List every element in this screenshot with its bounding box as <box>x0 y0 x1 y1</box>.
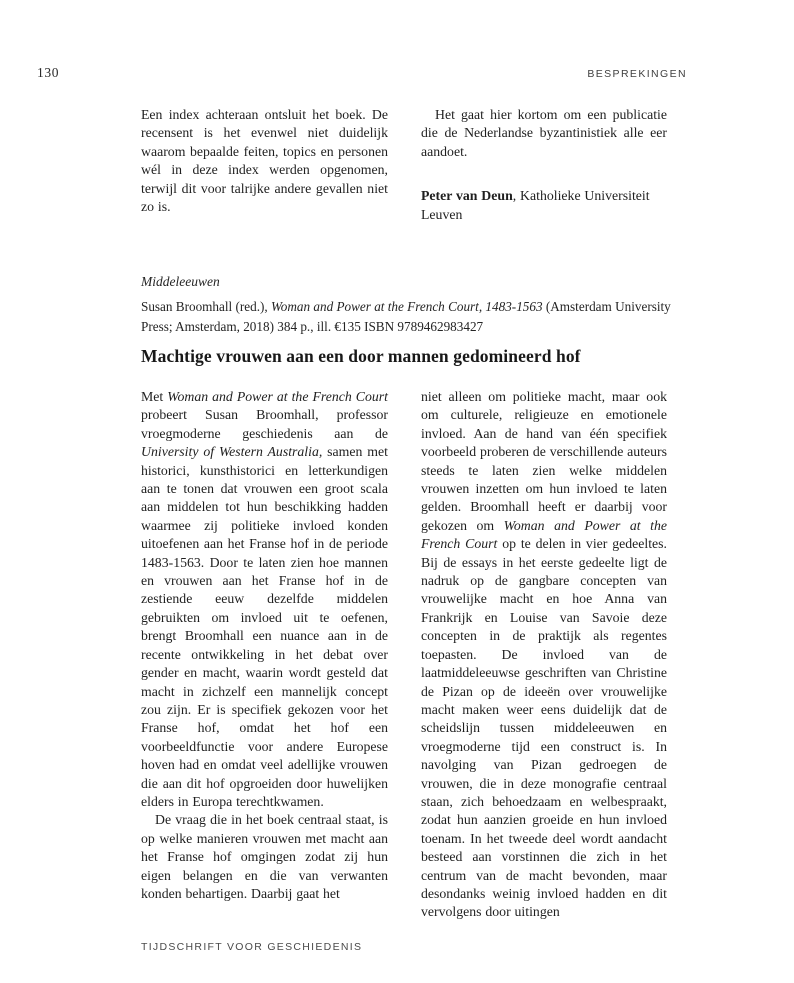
italic-text-run: University of Western Australia, <box>141 444 323 460</box>
text-run: (Amsterdam University Press; Amsterdam, 2018) 384 p., ill. €135 ISBN 9789462983427 <box>141 299 671 334</box>
reviewer-signature <box>421 187 667 224</box>
review-title: Machtige vrouwen aan een door mannen gedomineerd hof <box>141 346 581 366</box>
section-label-middeleeuwen: Middeleeuwen <box>141 274 220 289</box>
text-run: niet alleen om politieke macht, maar ook om culturele, religieuze en emotionele invloed. Aan de hand van één specifiek voorbeeld proberen de verschillende auteurs steeds te laten zien welke middelen vrouwen inzetten om hun invloed te laten gelden. Broomhall heeft er daarbij voor gekozen om <box>421 389 668 533</box>
text-run: samen met historici, kunsthistorici en letterkundigen aan te tonen dat vrouwen een groot scala aan middelen tot hun beschikking hadden waarmee zij politieke invloed konden uitoefenen aan het Franse hof in de periode 1483-1563. Door te laten zien hoe mannen en vrouwen aan het Franse hof in de zestiende eeuw dezelfde middelen gebruikten om invloed uit te oefenen, brengt Broomhall een nuance aan in de recente ontwikkeling in het debat over gender en macht, waarin wordt gesteld dat macht in zichzelf een mannelijk concept zou zijn. Er is specifiek gekozen voor het Franse hof, omdat het hof een voorbeeldfunctie voor andere Europese hoven had en omdat veel adellijke vrouwen die aan dit hof opgroeiden door huwelijken elders in Europa terechtkwamen. <box>141 444 388 809</box>
running-head-section: BESPREKINGEN <box>587 68 687 80</box>
text-run: De vraag die in het boek centraal staat, is op welke manieren vrouwen met macht aan het Franse hof omgingen zodat zij hun eigen belangen en die van verwanten konden behartigen. Daarbij gaat het <box>141 812 388 901</box>
page-number: 130 <box>37 65 60 80</box>
text-run: probeert Susan Broomhall, professor vroegmoderne geschiedenis aan de <box>141 407 388 441</box>
text-run: op te delen in vier gedeeltes. Bij de essays in het eerste gedeelte ligt de nadruk op de gangbare concepten van vrouwelijke macht en hoe Anna van Frankrijk en Louise van Savoie deze concepten in de praktijk als regentes toepasten. De invloed van de laatmiddeleeuwse geschriften van Christine de Pizan op de ideeën over vrouwelijke macht maken weer eens duidelijk dat de scheidslijn tussen middeleeuwen en vroegmoderne tijd een construct is. In navolging van Pizan gedroegen de vrouwen, die in deze monografie centraal staan, zich behoedzaam en welbespraakt, zodat hun aanzien groeide en hun invloed toenam. In het tweede deel wordt aandacht besteed aan vorstinnen die zich in het centrum van de macht bevonden, maar desondanks weinig invloed hadden en dit vervolgens door uitingen <box>421 536 667 920</box>
text-run: Met <box>141 389 168 404</box>
reviewer-affiliation: , Katholieke Universiteit Leuven <box>421 188 650 222</box>
body-paragraph <box>421 388 667 922</box>
italic-text-run: Woman and Power at the French Court <box>421 517 667 552</box>
review-body-right-column <box>421 388 667 922</box>
reviewer-name: Peter van Deun <box>421 188 513 204</box>
review-body-left-column <box>141 388 388 903</box>
prev-review-right-column <box>421 106 667 224</box>
journal-footer-title: TIJDSCHRIFT VOOR GESCHIEDENIS <box>141 941 363 953</box>
bibliography-entry <box>141 297 671 336</box>
italic-text-run: Woman and Power at the French Court <box>167 389 388 404</box>
prev-review-closing-paragraph: Het gaat hier kortom om een publicatie die de Nederlandse byzantinistiek alle eer aandoet. <box>421 107 667 159</box>
italic-text-run: Woman and Power at the French Court, 1483-1563 <box>271 299 543 314</box>
prev-review-left-paragraph: Een index achteraan ontsluit het boek. De recensent is het evenwel niet duidelijk waarom bepaalde feiten, topics en personen wél in deze index werden opgenomen, terwijl dit voor talrijke andere gevallen niet zo is. <box>141 107 388 215</box>
body-paragraph <box>141 388 388 811</box>
body-paragraph <box>141 811 388 903</box>
prev-review-left-column <box>141 106 388 216</box>
text-run: Susan Broomhall (red.), <box>141 299 272 314</box>
